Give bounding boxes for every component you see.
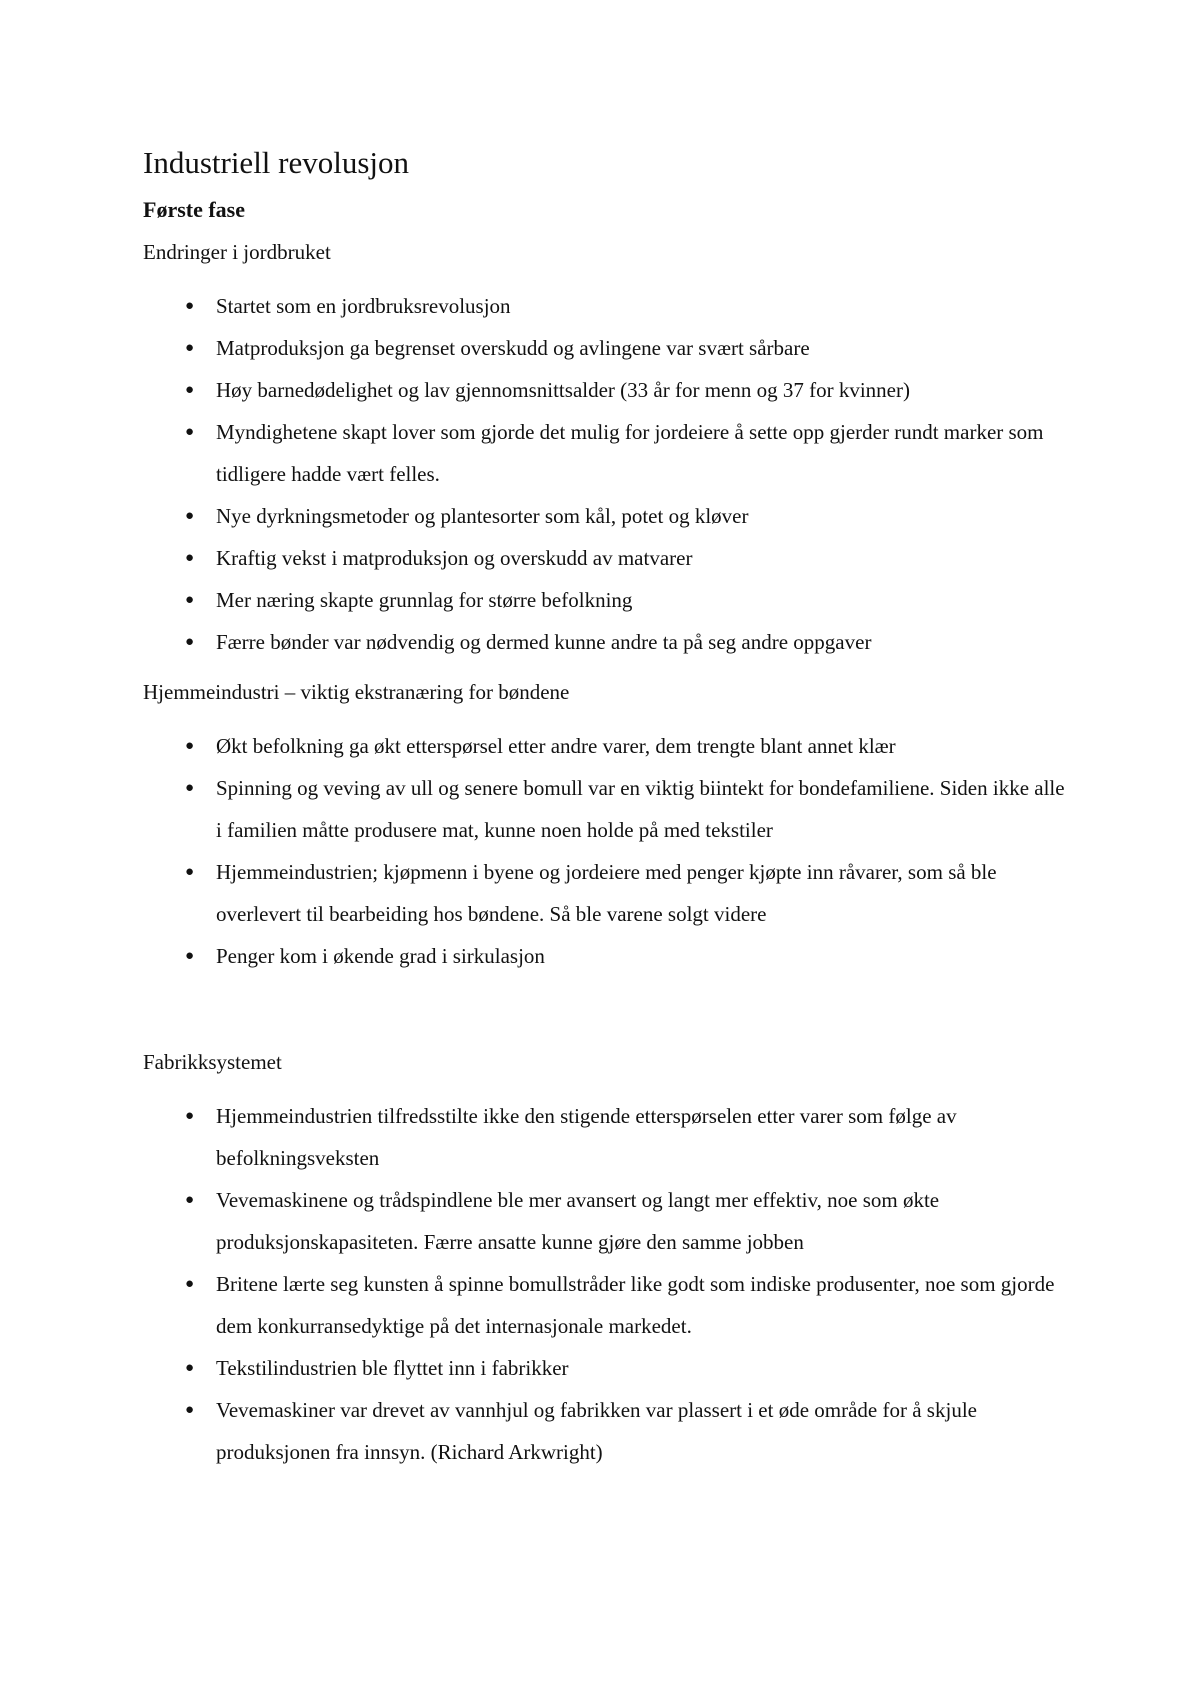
list-item-text: Nye dyrkningsmetoder og plantesorter som kål, potet og kløver (216, 504, 749, 528)
list-item (143, 1179, 1073, 1263)
list-item (143, 369, 1073, 411)
bullet-icon: ● (185, 634, 195, 650)
bullet-icon: ● (185, 1276, 195, 1292)
list-item (143, 579, 1073, 621)
list-item (143, 935, 1073, 977)
list-item-text: Vevemaskinene og trådspindlene ble mer avansert og langt mer effektiv, noe som økte produksjonskapasiteten. Færre ansatte kunne gjøre den samme jobben (216, 1188, 940, 1254)
bullet-icon: ● (185, 948, 195, 964)
list-item (143, 285, 1073, 327)
list-item-text: Vevemaskiner var drevet av vannhjul og fabrikken var plassert i et øde område for å skjule produksjonen fra innsyn. (Richard Arkwright) (216, 1398, 977, 1464)
list-item-text: Høy barnedødelighet og lav gjennomsnittsalder (33 år for menn og 37 for kvinner) (216, 378, 910, 402)
list-item (143, 1263, 1073, 1347)
list-item (143, 411, 1073, 495)
bullet-icon: ● (185, 1360, 195, 1376)
list-item-text: Startet som en jordbruksrevolusjon (216, 294, 511, 318)
list-item (143, 537, 1073, 579)
list-item (143, 621, 1073, 663)
bullet-icon: ● (185, 508, 195, 524)
paragraph-spacer (143, 991, 1073, 1047)
bullet-icon: ● (185, 382, 195, 398)
list-item-text: Færre bønder var nødvendig og dermed kunne andre ta på seg andre oppgaver (216, 630, 872, 654)
list-item (143, 327, 1073, 369)
list-item-text: Myndighetene skapt lover som gjorde det mulig for jordeiere å sette opp gjerder rundt marker som tidligere hadde vært felles. (216, 420, 1044, 486)
list-item-text: Matproduksjon ga begrenset overskudd og avlingene var svært sårbare (216, 336, 810, 360)
bullet-icon: ● (185, 864, 195, 880)
list-item-text: Hjemmeindustrien tilfredsstilte ikke den stigende etterspørselen etter varer som følge av befolkningsveksten (216, 1104, 957, 1170)
bullet-icon: ● (185, 340, 195, 356)
section-label-jordbruk: Endringer i jordbruket (143, 240, 331, 264)
list-item (143, 767, 1073, 851)
section-label-hjemmeindustri: Hjemmeindustri – viktig ekstranæring for bøndene (143, 680, 570, 704)
phase-heading: Første fase (143, 197, 246, 222)
list-item (143, 725, 1073, 767)
list-item-text: Britene lærte seg kunsten å spinne bomullstråder like godt som indiske produsenter, noe som gjorde dem konkurransedyktige på det internasjonale markedet. (216, 1272, 1055, 1338)
list-item (143, 1347, 1073, 1389)
bullet-list-fabrikk (143, 1095, 1073, 1473)
bullet-icon: ● (185, 738, 195, 754)
bullet-icon: ● (185, 780, 195, 796)
bullet-icon: ● (185, 1192, 195, 1208)
list-item-text: Kraftig vekst i matproduksjon og overskudd av matvarer (216, 546, 693, 570)
bullet-list-hjemmeindustri (143, 725, 1073, 977)
list-item (143, 1095, 1073, 1179)
bullet-icon: ● (185, 550, 195, 566)
bullet-icon: ● (185, 592, 195, 608)
list-item-text: Penger kom i økende grad i sirkulasjon (216, 944, 545, 968)
bullet-icon: ● (185, 424, 195, 440)
list-item (143, 851, 1073, 935)
document-title: Industriell revolusjon (143, 145, 410, 180)
list-item-text: Hjemmeindustrien; kjøpmenn i byene og jordeiere med penger kjøpte inn råvarer, som så ble overlevert til bearbeiding hos bøndene. Så ble varene solgt videre (216, 860, 997, 926)
bullet-list-jordbruk (143, 285, 1073, 663)
section-label-fabrikk: Fabrikksystemet (143, 1050, 282, 1074)
list-item-text: Spinning og veving av ull og senere bomull var en viktig biintekt for bondefamiliene. Siden ikke alle i familien måtte produsere mat, kunne noen holde på med tekstiler (216, 776, 1065, 842)
list-item-text: Økt befolkning ga økt etterspørsel etter andre varer, dem trengte blant annet klær (216, 734, 896, 758)
list-item (143, 495, 1073, 537)
bullet-icon: ● (185, 1108, 195, 1124)
list-item-text: Tekstilindustrien ble flyttet inn i fabrikker (216, 1356, 569, 1380)
bullet-icon: ● (185, 298, 195, 314)
list-item (143, 1389, 1073, 1473)
list-item-text: Mer næring skapte grunnlag for større befolkning (216, 588, 633, 612)
document-content (143, 143, 1073, 1487)
bullet-icon: ● (185, 1402, 195, 1418)
